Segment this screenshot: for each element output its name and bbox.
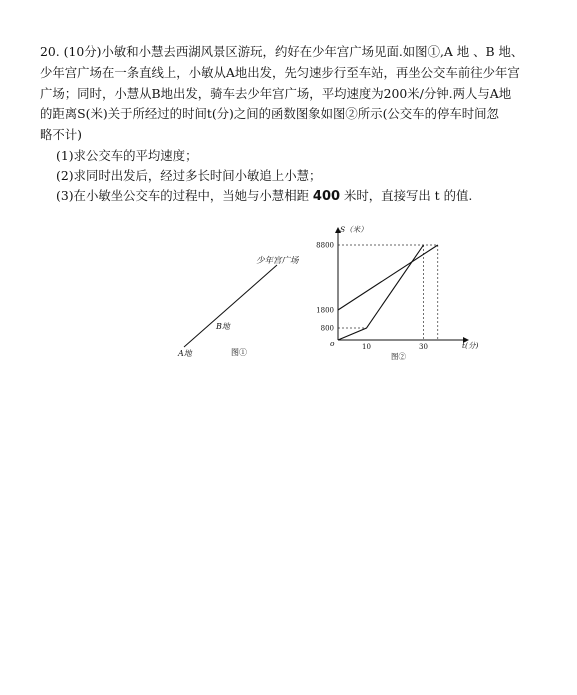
problem-line-1: 20. (10分)小敏和小慧去西湖风景区游玩，约好在少年宫广场见面.如图①,A 地 、B 地、 — [40, 44, 524, 59]
question-3 — [56, 188, 472, 205]
question-3-distance: 400 — [312, 189, 341, 204]
y-axis-label: S（米） — [340, 225, 368, 234]
y-tick-800: 800 — [320, 324, 334, 333]
figure-2-guides — [338, 245, 438, 340]
figure-2-series — [338, 245, 438, 340]
x-axis-label: t(分) — [462, 341, 479, 350]
figure-2-ticks — [316, 242, 428, 352]
figure-1-caption: 图① — [231, 348, 247, 357]
problem-line-3: 广场；同时，小慧从B地出发，骑车去少年宫广场，平均速度为200米/分钟.两人与A地 — [40, 86, 512, 101]
y-tick-8800: 8800 — [316, 241, 334, 250]
question-3-text-a: (3)在小敏坐公交车的过程中，当她与小慧相距 — [56, 188, 313, 203]
origin-label: o — [330, 339, 335, 348]
problem-line-4: 的距离S(米)关于所经过的时间t(分)之间的函数图象如图②所示(公交车的停车时间忽 — [40, 106, 499, 121]
figure-1-label-b: B地 — [216, 322, 230, 331]
figure-1 — [170, 250, 310, 370]
x-tick-10: 10 — [362, 343, 371, 351]
problem-line-2: 少年宫广场在一条直线上，小敏从A地出发，先匀速步行至车站，再坐公交车前往少年宫 — [40, 65, 520, 80]
figure-1-label-plaza: 少年宫广场 — [256, 256, 299, 266]
question-1: (1)求公交车的平均速度； — [56, 148, 198, 163]
figure-2 — [300, 222, 500, 367]
figure-2-caption: 图② — [391, 352, 406, 361]
question-3-text-b: 米时，直接写出 t 的值. — [340, 188, 473, 203]
problem-line-5: 略不计) — [40, 127, 83, 142]
figure-1-label-a: A地 — [178, 349, 192, 358]
series-line-1 — [338, 245, 424, 340]
figure-1-line — [184, 265, 277, 347]
series-line-2 — [338, 245, 438, 310]
y-tick-1800: 1800 — [316, 306, 334, 315]
x-tick-30: 30 — [419, 343, 428, 351]
question-2: (2)求同时出发后，经过多长时间小敏追上小慧； — [56, 168, 322, 183]
